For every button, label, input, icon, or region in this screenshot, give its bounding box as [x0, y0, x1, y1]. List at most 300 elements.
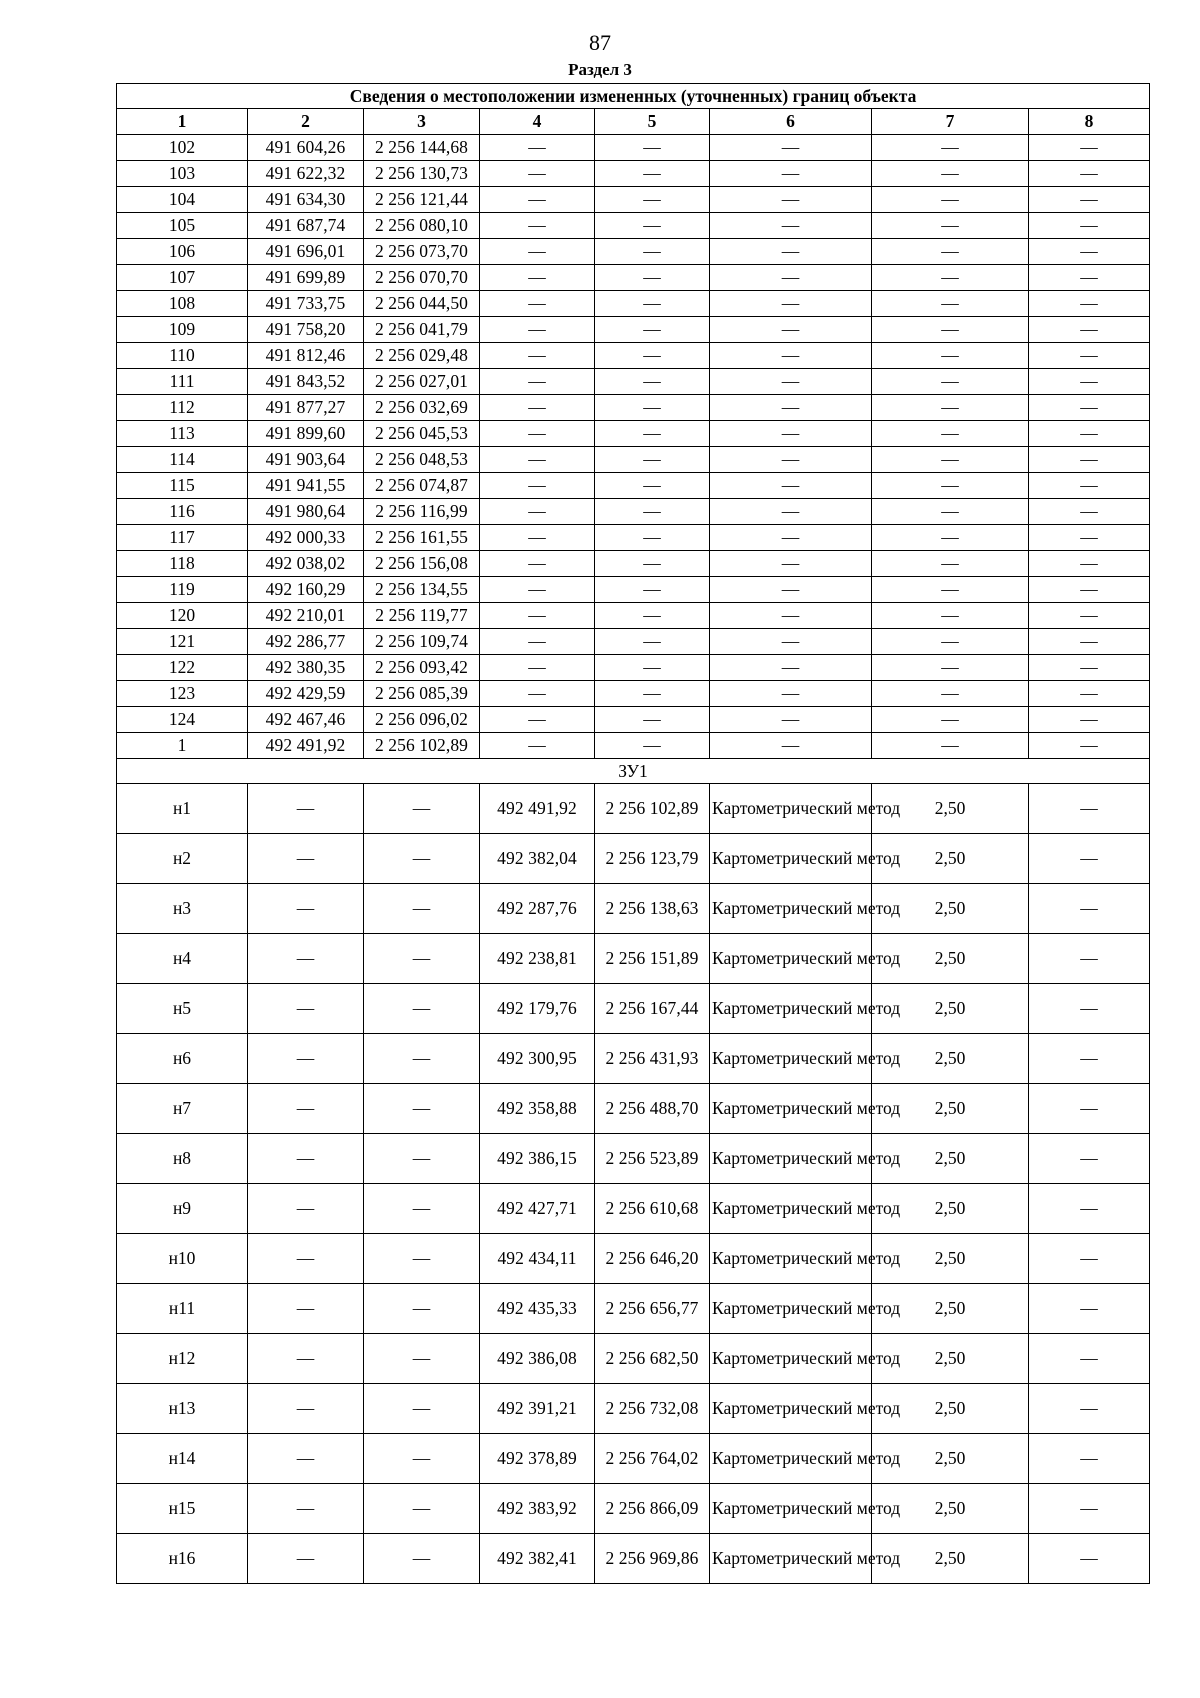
new-coordinate-x: 492 382,04	[480, 834, 595, 884]
empty-value-dash: —	[480, 733, 595, 759]
empty-value-dash: —	[364, 1334, 480, 1384]
group-row	[117, 759, 1150, 784]
empty-value-dash: —	[248, 1434, 364, 1484]
empty-value-dash: —	[872, 161, 1029, 187]
coordinate-x: 491 634,30	[248, 187, 364, 213]
determination-method: Картометрический метод	[710, 1234, 872, 1284]
point-number: н3	[117, 884, 248, 934]
point-number: 124	[117, 707, 248, 733]
empty-value-dash: —	[364, 784, 480, 834]
table-row	[117, 1284, 1150, 1334]
coordinate-y: 2 256 093,42	[364, 655, 480, 681]
empty-value-dash: —	[710, 395, 872, 421]
coordinate-x: 492 491,92	[248, 733, 364, 759]
accuracy-value: 2,50	[872, 1384, 1029, 1434]
table-row	[117, 369, 1150, 395]
empty-value-dash: —	[710, 265, 872, 291]
empty-value-dash: —	[872, 525, 1029, 551]
accuracy-value: 2,50	[872, 1484, 1029, 1534]
empty-value-dash: —	[248, 1284, 364, 1334]
empty-value-dash: —	[710, 291, 872, 317]
empty-value-dash: —	[595, 187, 710, 213]
table-row	[117, 629, 1150, 655]
empty-value-dash: —	[872, 499, 1029, 525]
coordinate-x: 491 622,32	[248, 161, 364, 187]
empty-value-dash: —	[364, 984, 480, 1034]
empty-value-dash: —	[1029, 1334, 1150, 1384]
table-row	[117, 239, 1150, 265]
empty-value-dash: —	[872, 733, 1029, 759]
new-coordinate-y: 2 256 969,86	[595, 1534, 710, 1584]
point-number: 1	[117, 733, 248, 759]
determination-method: Картометрический метод	[710, 834, 872, 884]
table-row	[117, 343, 1150, 369]
empty-value-dash: —	[248, 984, 364, 1034]
column-number-3: 3	[364, 109, 480, 135]
new-coordinate-y: 2 256 646,20	[595, 1234, 710, 1284]
empty-value-dash: —	[872, 447, 1029, 473]
empty-value-dash: —	[1029, 213, 1150, 239]
empty-value-dash: —	[710, 213, 872, 239]
empty-value-dash: —	[1029, 1384, 1150, 1434]
coordinate-y: 2 256 119,77	[364, 603, 480, 629]
empty-value-dash: —	[1029, 499, 1150, 525]
empty-value-dash: —	[480, 551, 595, 577]
accuracy-value: 2,50	[872, 1084, 1029, 1134]
table-row	[117, 884, 1150, 934]
table-row	[117, 551, 1150, 577]
group-label: ЗУ1	[117, 759, 1150, 784]
empty-value-dash: —	[872, 369, 1029, 395]
coordinate-x: 492 286,77	[248, 629, 364, 655]
new-coordinate-x: 492 435,33	[480, 1284, 595, 1334]
empty-value-dash: —	[595, 681, 710, 707]
table-row	[117, 187, 1150, 213]
empty-value-dash: —	[595, 551, 710, 577]
empty-value-dash: —	[872, 421, 1029, 447]
accuracy-value: 2,50	[872, 1184, 1029, 1234]
point-number: 110	[117, 343, 248, 369]
coordinate-y: 2 256 161,55	[364, 525, 480, 551]
empty-value-dash: —	[1029, 265, 1150, 291]
accuracy-value: 2,50	[872, 984, 1029, 1034]
table-row	[117, 317, 1150, 343]
empty-value-dash: —	[595, 421, 710, 447]
empty-value-dash: —	[364, 1484, 480, 1534]
new-coordinate-x: 492 386,15	[480, 1134, 595, 1184]
table-row	[117, 291, 1150, 317]
determination-method: Картометрический метод	[710, 1184, 872, 1234]
empty-value-dash: —	[1029, 291, 1150, 317]
point-number: н8	[117, 1134, 248, 1184]
point-number: 105	[117, 213, 248, 239]
empty-value-dash: —	[480, 317, 595, 343]
table-row	[117, 1234, 1150, 1284]
point-number: 123	[117, 681, 248, 707]
empty-value-dash: —	[872, 629, 1029, 655]
table-row	[117, 1384, 1150, 1434]
table-row	[117, 655, 1150, 681]
point-number: 122	[117, 655, 248, 681]
table-row	[117, 161, 1150, 187]
empty-value-dash: —	[480, 395, 595, 421]
table-row	[117, 707, 1150, 733]
accuracy-value: 2,50	[872, 1034, 1029, 1084]
empty-value-dash: —	[872, 135, 1029, 161]
coordinate-y: 2 256 116,99	[364, 499, 480, 525]
empty-value-dash: —	[1029, 1534, 1150, 1584]
empty-value-dash: —	[1029, 733, 1150, 759]
coordinate-y: 2 256 070,70	[364, 265, 480, 291]
empty-value-dash: —	[595, 473, 710, 499]
point-number: 113	[117, 421, 248, 447]
empty-value-dash: —	[710, 577, 872, 603]
new-coordinate-x: 492 358,88	[480, 1084, 595, 1134]
table-row	[117, 1184, 1150, 1234]
column-number-row	[117, 109, 1150, 135]
coordinate-y: 2 256 121,44	[364, 187, 480, 213]
coordinate-x: 491 812,46	[248, 343, 364, 369]
empty-value-dash: —	[248, 1134, 364, 1184]
empty-value-dash: —	[595, 603, 710, 629]
point-number: 115	[117, 473, 248, 499]
empty-value-dash: —	[710, 343, 872, 369]
coordinate-x: 492 380,35	[248, 655, 364, 681]
determination-method: Картометрический метод	[710, 884, 872, 934]
empty-value-dash: —	[480, 421, 595, 447]
new-coordinate-x: 492 386,08	[480, 1334, 595, 1384]
empty-value-dash: —	[1029, 317, 1150, 343]
new-coordinate-y: 2 256 167,44	[595, 984, 710, 1034]
empty-value-dash: —	[480, 681, 595, 707]
empty-value-dash: —	[364, 934, 480, 984]
empty-value-dash: —	[480, 577, 595, 603]
table-row	[117, 135, 1150, 161]
coordinate-y: 2 256 044,50	[364, 291, 480, 317]
empty-value-dash: —	[1029, 239, 1150, 265]
point-number: н15	[117, 1484, 248, 1534]
coordinate-x: 491 941,55	[248, 473, 364, 499]
coordinate-x: 492 160,29	[248, 577, 364, 603]
empty-value-dash: —	[364, 1384, 480, 1434]
new-coordinate-y: 2 256 656,77	[595, 1284, 710, 1334]
coordinate-y: 2 256 130,73	[364, 161, 480, 187]
table-row	[117, 681, 1150, 707]
empty-value-dash: —	[480, 629, 595, 655]
empty-value-dash: —	[248, 834, 364, 884]
empty-value-dash: —	[248, 1234, 364, 1284]
empty-value-dash: —	[1029, 551, 1150, 577]
table-row	[117, 213, 1150, 239]
empty-value-dash: —	[248, 1384, 364, 1434]
empty-value-dash: —	[1029, 1184, 1150, 1234]
coordinate-x: 491 843,52	[248, 369, 364, 395]
section-title: Раздел 3	[568, 60, 632, 79]
empty-value-dash: —	[710, 499, 872, 525]
empty-value-dash: —	[1029, 1434, 1150, 1484]
table-row	[117, 499, 1150, 525]
empty-value-dash: —	[480, 187, 595, 213]
point-number: 116	[117, 499, 248, 525]
coordinate-x: 491 899,60	[248, 421, 364, 447]
empty-value-dash: —	[1029, 784, 1150, 834]
empty-value-dash: —	[480, 603, 595, 629]
determination-method: Картометрический метод	[710, 1134, 872, 1184]
coordinate-y: 2 256 045,53	[364, 421, 480, 447]
empty-value-dash: —	[710, 135, 872, 161]
empty-value-dash: —	[480, 239, 595, 265]
empty-value-dash: —	[872, 577, 1029, 603]
determination-method: Картометрический метод	[710, 1534, 872, 1584]
empty-value-dash: —	[1029, 834, 1150, 884]
coordinate-y: 2 256 134,55	[364, 577, 480, 603]
empty-value-dash: —	[480, 161, 595, 187]
empty-value-dash: —	[595, 655, 710, 681]
empty-value-dash: —	[480, 473, 595, 499]
coordinate-y: 2 256 074,87	[364, 473, 480, 499]
empty-value-dash: —	[1029, 934, 1150, 984]
table-row	[117, 473, 1150, 499]
determination-method: Картометрический метод	[710, 1384, 872, 1434]
accuracy-value: 2,50	[872, 1134, 1029, 1184]
coordinate-y: 2 256 080,10	[364, 213, 480, 239]
empty-value-dash: —	[872, 187, 1029, 213]
empty-value-dash: —	[480, 135, 595, 161]
empty-value-dash: —	[872, 681, 1029, 707]
determination-method: Картометрический метод	[710, 1484, 872, 1534]
empty-value-dash: —	[364, 1134, 480, 1184]
new-coordinate-y: 2 256 102,89	[595, 784, 710, 834]
coordinate-x: 491 877,27	[248, 395, 364, 421]
column-number-5: 5	[595, 109, 710, 135]
new-coordinate-x: 492 427,71	[480, 1184, 595, 1234]
empty-value-dash: —	[710, 681, 872, 707]
empty-value-dash: —	[1029, 161, 1150, 187]
empty-value-dash: —	[595, 239, 710, 265]
table-row	[117, 1484, 1150, 1534]
coordinate-x: 491 604,26	[248, 135, 364, 161]
empty-value-dash: —	[710, 707, 872, 733]
new-coordinate-x: 492 434,11	[480, 1234, 595, 1284]
new-coordinate-y: 2 256 431,93	[595, 1034, 710, 1084]
point-number: 112	[117, 395, 248, 421]
empty-value-dash: —	[595, 265, 710, 291]
coordinate-x: 492 000,33	[248, 525, 364, 551]
point-number: н1	[117, 784, 248, 834]
empty-value-dash: —	[1029, 135, 1150, 161]
empty-value-dash: —	[364, 1234, 480, 1284]
empty-value-dash: —	[710, 369, 872, 395]
new-coordinate-y: 2 256 732,08	[595, 1384, 710, 1434]
point-number: 111	[117, 369, 248, 395]
empty-value-dash: —	[1029, 1034, 1150, 1084]
empty-value-dash: —	[480, 265, 595, 291]
point-number: 102	[117, 135, 248, 161]
determination-method: Картометрический метод	[710, 934, 872, 984]
empty-value-dash: —	[248, 1084, 364, 1134]
point-number: 120	[117, 603, 248, 629]
empty-value-dash: —	[595, 213, 710, 239]
empty-value-dash: —	[710, 525, 872, 551]
empty-value-dash: —	[480, 655, 595, 681]
empty-value-dash: —	[1029, 395, 1150, 421]
table-title: Сведения о местоположении измененных (уточненных) границ объекта	[117, 84, 1150, 109]
empty-value-dash: —	[1029, 369, 1150, 395]
determination-method: Картометрический метод	[710, 1084, 872, 1134]
empty-value-dash: —	[595, 343, 710, 369]
empty-value-dash: —	[595, 161, 710, 187]
column-number-2: 2	[248, 109, 364, 135]
empty-value-dash: —	[872, 317, 1029, 343]
empty-value-dash: —	[595, 733, 710, 759]
coordinate-x: 492 429,59	[248, 681, 364, 707]
new-coordinate-x: 492 491,92	[480, 784, 595, 834]
coordinate-y: 2 256 048,53	[364, 447, 480, 473]
empty-value-dash: —	[480, 213, 595, 239]
empty-value-dash: —	[710, 239, 872, 265]
coordinate-y: 2 256 027,01	[364, 369, 480, 395]
empty-value-dash: —	[872, 291, 1029, 317]
column-number-4: 4	[480, 109, 595, 135]
empty-value-dash: —	[1029, 1484, 1150, 1534]
empty-value-dash: —	[248, 1334, 364, 1384]
empty-value-dash: —	[595, 525, 710, 551]
new-coordinate-x: 492 238,81	[480, 934, 595, 984]
empty-value-dash: —	[248, 784, 364, 834]
empty-value-dash: —	[248, 1484, 364, 1534]
empty-value-dash: —	[710, 317, 872, 343]
empty-value-dash: —	[1029, 525, 1150, 551]
empty-value-dash: —	[710, 421, 872, 447]
empty-value-dash: —	[595, 707, 710, 733]
empty-value-dash: —	[480, 447, 595, 473]
empty-value-dash: —	[364, 1034, 480, 1084]
point-number: н6	[117, 1034, 248, 1084]
accuracy-value: 2,50	[872, 834, 1029, 884]
coordinate-y: 2 256 032,69	[364, 395, 480, 421]
empty-value-dash: —	[872, 395, 1029, 421]
empty-value-dash: —	[595, 629, 710, 655]
table-row	[117, 1534, 1150, 1584]
coordinate-x: 491 699,89	[248, 265, 364, 291]
empty-value-dash: —	[595, 577, 710, 603]
boundary-table	[116, 83, 1150, 1584]
table-row	[117, 984, 1150, 1034]
point-number: н9	[117, 1184, 248, 1234]
coordinate-x: 491 687,74	[248, 213, 364, 239]
table-row	[117, 395, 1150, 421]
empty-value-dash: —	[1029, 603, 1150, 629]
point-number: н2	[117, 834, 248, 884]
empty-value-dash: —	[480, 343, 595, 369]
empty-value-dash: —	[872, 473, 1029, 499]
empty-value-dash: —	[248, 1534, 364, 1584]
empty-value-dash: —	[364, 884, 480, 934]
empty-value-dash: —	[710, 603, 872, 629]
new-coordinate-y: 2 256 151,89	[595, 934, 710, 984]
table-row	[117, 934, 1150, 984]
table-row	[117, 1084, 1150, 1134]
determination-method: Картометрический метод	[710, 984, 872, 1034]
column-number-1: 1	[117, 109, 248, 135]
coordinate-x: 492 038,02	[248, 551, 364, 577]
empty-value-dash: —	[710, 187, 872, 213]
empty-value-dash: —	[1029, 629, 1150, 655]
coordinate-y: 2 256 102,89	[364, 733, 480, 759]
coordinate-x: 491 903,64	[248, 447, 364, 473]
point-number: н12	[117, 1334, 248, 1384]
table-row	[117, 1034, 1150, 1084]
table-row	[117, 1434, 1150, 1484]
accuracy-value: 2,50	[872, 934, 1029, 984]
new-coordinate-x: 492 378,89	[480, 1434, 595, 1484]
empty-value-dash: —	[364, 1434, 480, 1484]
empty-value-dash: —	[248, 884, 364, 934]
empty-value-dash: —	[710, 447, 872, 473]
empty-value-dash: —	[1029, 1284, 1150, 1334]
new-coordinate-y: 2 256 610,68	[595, 1184, 710, 1234]
accuracy-value: 2,50	[872, 784, 1029, 834]
determination-method: Картометрический метод	[710, 1034, 872, 1084]
coordinate-y: 2 256 144,68	[364, 135, 480, 161]
point-number: 107	[117, 265, 248, 291]
point-number: н7	[117, 1084, 248, 1134]
accuracy-value: 2,50	[872, 1434, 1029, 1484]
empty-value-dash: —	[872, 603, 1029, 629]
point-number: 118	[117, 551, 248, 577]
point-number: н10	[117, 1234, 248, 1284]
coordinate-y: 2 256 096,02	[364, 707, 480, 733]
point-number: н13	[117, 1384, 248, 1434]
coordinate-y: 2 256 109,74	[364, 629, 480, 655]
empty-value-dash: —	[364, 1534, 480, 1584]
new-coordinate-x: 492 382,41	[480, 1534, 595, 1584]
coordinate-y: 2 256 156,08	[364, 551, 480, 577]
accuracy-value: 2,50	[872, 884, 1029, 934]
table-row	[117, 447, 1150, 473]
empty-value-dash: —	[710, 551, 872, 577]
empty-value-dash: —	[248, 934, 364, 984]
table-row	[117, 834, 1150, 884]
new-coordinate-x: 492 383,92	[480, 1484, 595, 1534]
determination-method: Картометрический метод	[710, 1434, 872, 1484]
table-row	[117, 784, 1150, 834]
empty-value-dash: —	[872, 551, 1029, 577]
coordinate-y: 2 256 085,39	[364, 681, 480, 707]
point-number: 108	[117, 291, 248, 317]
determination-method: Картометрический метод	[710, 1284, 872, 1334]
empty-value-dash: —	[710, 733, 872, 759]
empty-value-dash: —	[710, 161, 872, 187]
table-row	[117, 525, 1150, 551]
empty-value-dash: —	[595, 291, 710, 317]
empty-value-dash: —	[1029, 655, 1150, 681]
point-number: 104	[117, 187, 248, 213]
empty-value-dash: —	[1029, 681, 1150, 707]
coordinate-x: 491 733,75	[248, 291, 364, 317]
coordinate-x: 491 758,20	[248, 317, 364, 343]
point-number: н16	[117, 1534, 248, 1584]
empty-value-dash: —	[872, 213, 1029, 239]
accuracy-value: 2,50	[872, 1284, 1029, 1334]
point-number: н11	[117, 1284, 248, 1334]
determination-method: Картометрический метод	[710, 784, 872, 834]
new-coordinate-x: 492 300,95	[480, 1034, 595, 1084]
column-number-6: 6	[710, 109, 872, 135]
point-number: 103	[117, 161, 248, 187]
empty-value-dash: —	[364, 1284, 480, 1334]
accuracy-value: 2,50	[872, 1534, 1029, 1584]
